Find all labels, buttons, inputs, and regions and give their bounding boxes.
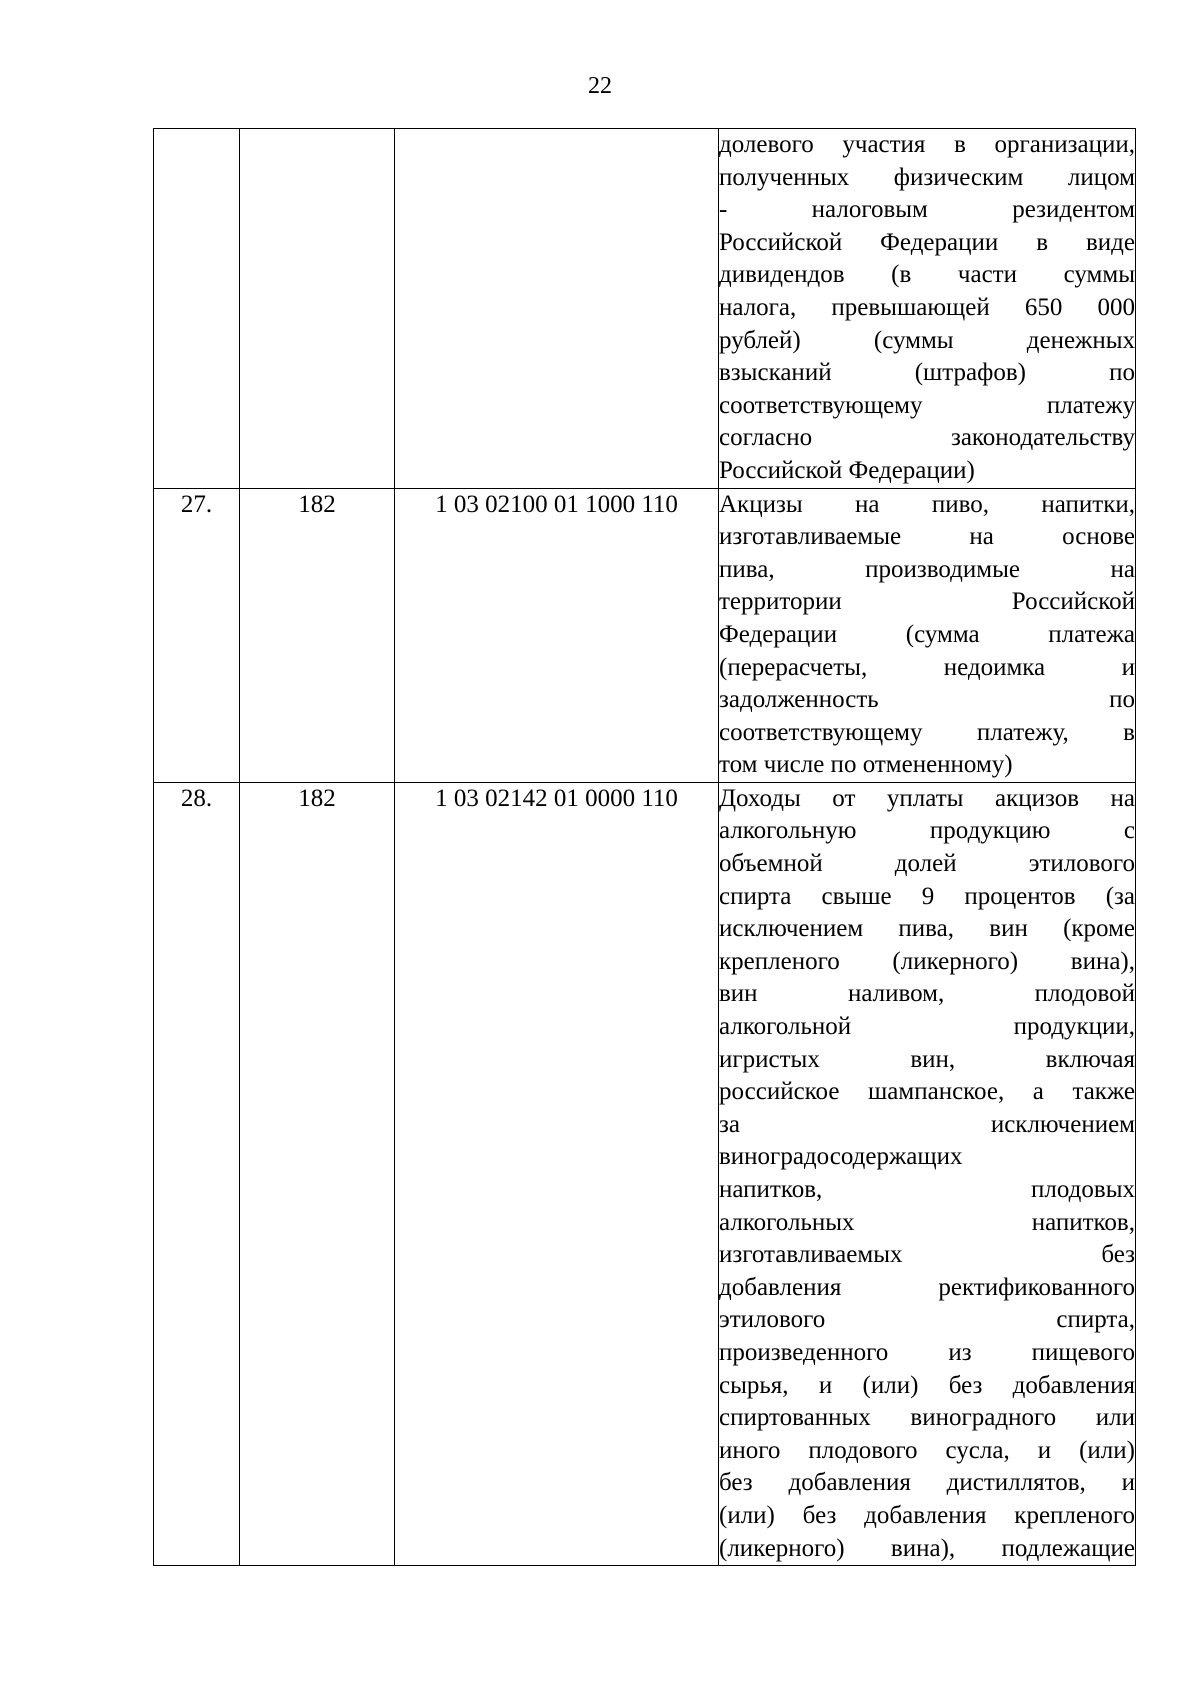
description-line: изготавливаемые на основе: [719, 523, 1135, 551]
kbk-code-cell: 1 03 02100 01 1000 110: [395, 488, 719, 782]
description-line: алкогольную продукцию с: [719, 817, 1135, 845]
description-line: этилового спирта,: [719, 1306, 1135, 1334]
description-line: (или) без добавления крепленого: [719, 1501, 1135, 1529]
description-line: задолженность по: [719, 686, 1135, 714]
kbk-code-cell: 1 03 02142 01 0000 110: [395, 782, 719, 1565]
description-line: иного плодового сусла, и (или): [719, 1436, 1135, 1464]
description-cell: [719, 129, 1136, 489]
description-line: российское шампанское, а также: [719, 1078, 1135, 1106]
description-line: согласно законодательству: [719, 424, 1135, 452]
description-line: налога, превышающей 650 000: [719, 293, 1135, 321]
admin-code-cell: [240, 129, 395, 489]
description-cell: [719, 488, 1136, 782]
description-line: произведенного из пищевого: [719, 1338, 1135, 1366]
table-row: [154, 488, 1136, 782]
description-line: объемной долей этилового: [719, 850, 1135, 878]
description-line: добавления ректификованного: [719, 1273, 1135, 1301]
description-line: изготавливаемых без: [719, 1241, 1135, 1269]
description-line: Российской Федерации): [719, 456, 975, 484]
description-line: алкогольных напитков,: [719, 1208, 1135, 1236]
description-line: полученных физическим лицом: [719, 163, 1135, 191]
description-line: Федерации (сумма платежа: [719, 620, 1135, 648]
description-line: рублей) (суммы денежных: [719, 326, 1135, 354]
description-line: территории Российской: [719, 588, 1135, 616]
description-line: соответствующему платежу: [719, 391, 1135, 419]
description-line: Акцизы на пиво, напитки,: [719, 490, 1135, 518]
description-line: исключением пива, вин (кроме: [719, 915, 1135, 943]
description-line: сырья, и (или) без добавления: [719, 1371, 1135, 1399]
description-line: напитков, плодовых: [719, 1176, 1135, 1203]
table-row: [154, 782, 1136, 1565]
description-line: алкогольной продукции,: [719, 1013, 1135, 1041]
description-line: (ликерного) вина), подлежащие: [719, 1534, 1135, 1562]
description-line: дивидендов (в части суммы: [719, 261, 1135, 289]
description-line: вин наливом, плодовой: [719, 980, 1135, 1008]
description-line: соответствующему платежу, в: [719, 718, 1135, 746]
description-line: за исключением: [719, 1110, 1135, 1138]
admin-code-cell: 182: [240, 782, 395, 1565]
table-row: [154, 129, 1136, 489]
page-number: 22: [588, 73, 612, 99]
description-line: пива, производимые на: [719, 555, 1135, 583]
description-line: - налоговым резидентом: [719, 196, 1135, 224]
row-number-cell: 27.: [154, 488, 240, 782]
description-line: Российской Федерации в виде: [719, 228, 1135, 256]
description-line: Доходы от уплаты акцизов на: [719, 784, 1135, 812]
description-line: без добавления дистиллятов, и: [719, 1469, 1135, 1497]
description-cell: [719, 782, 1136, 1565]
description-line: игристых вин, включая: [719, 1045, 1135, 1073]
description-line: виноградосодержащих: [719, 1143, 963, 1171]
row-number-cell: 28.: [154, 782, 240, 1565]
description-line: крепленого (ликерного) вина),: [719, 947, 1135, 975]
row-number-cell: [154, 129, 240, 489]
admin-code-cell: 182: [240, 488, 395, 782]
revenue-codes-table: [153, 128, 1136, 1566]
description-line: долевого участия в организации,: [719, 131, 1135, 158]
kbk-code-cell: [395, 129, 719, 489]
description-line: взысканий (штрафов) по: [719, 359, 1135, 387]
description-line: спиртованных виноградного или: [719, 1404, 1135, 1432]
description-line: том числе по отмененному): [719, 751, 1013, 779]
description-line: (перерасчеты, недоимка и: [719, 653, 1135, 681]
description-line: спирта свыше 9 процентов (за: [719, 882, 1135, 910]
